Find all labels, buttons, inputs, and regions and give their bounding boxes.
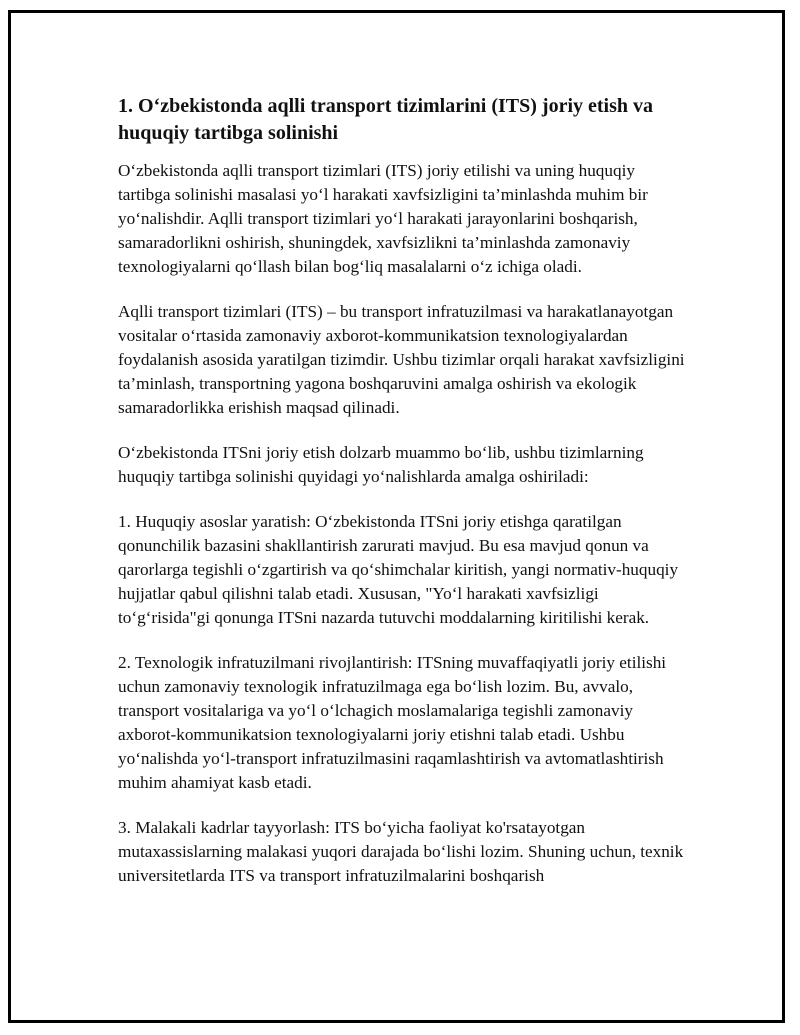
paragraph-legal-basis: 1. Huquqiy asoslar yaratish: O‘zbekistonda ITSni joriy etishga qaratilgan qonunchilik bazasini shakllantirish zarurati mavjud. Bu esa mavjud qonun va qarorlarga tegishli o‘zgartirish va qo‘shimchalar kiritish, yangi normativ-huquqiy hujjatlar qabul qilishni talab etadi. Xususan, "Yo‘l harakati xavfsizligi to‘g‘risida"gi qonunga ITSni nazarda tutuvchi moddalarning kiritilishi kerak.	[118, 512, 679, 627]
section-title: 1. O‘zbekistonda aqlli transport tizimlarini (ITS) joriy etish va huquqiy tartibga solinishi	[118, 95, 653, 144]
paragraph-qualified-staff: 3. Malakali kadrlar tayyorlash: ITS bo‘yicha faoliyat ko'rsatayotgan mutaxassislarning malakasi yuqori darajada bo‘lishi lozim. Shuning uchun, texnik universitetlarda ITS va transport infratuzilmalarini boshqarish	[118, 818, 684, 885]
document-body	[118, 93, 688, 909]
paragraph-its-definition: Aqlli transport tizimlari (ITS) – bu transport infratuzilmasi va harakatlanayotgan vositalar o‘rtasida zamonaviy axborot-kommunikatsion texnologiyalardan foydalanish asosida yaratilgan tizimdir. Ushbu tizimlar orqali harakat xavfsizligini ta’minlash, transportning yagona boshqaruvini amalga oshirish va ekologik samaradorlikka erishish maqsad qilinadi.	[118, 302, 685, 417]
paragraph-tech-infrastructure: 2. Texnologik infratuzilmani rivojlantirish: ITSning muvaffaqiyatli joriy etilishi uchun zamonaviy texnologik infratuzilmaga ega bo‘lish lozim. Bu, avvalo, transport vositalariga va yo‘l o‘lchagich moslamalariga tegishli zamonaviy axborot-kommunikatsion texnologiyalarni joriy etishni talab etadi. Ushbu yo‘nalishda yo‘l-transport infratuzilmasini raqamlashtirish va avtomatlashtirish muhim ahamiyat kasb etadi.	[118, 653, 667, 792]
paragraph-directions-intro: O‘zbekistonda ITSni joriy etish dolzarb muammo bo‘lib, ushbu tizimlarning huquqiy tartibga solinishi quyidagi yo‘nalishlarda amalga oshiriladi:	[118, 443, 644, 486]
paragraph-intro: O‘zbekistonda aqlli transport tizimlari (ITS) joriy etilishi va uning huquqiy tartibga solinishi masalasi yo‘l harakati xavfsizligini ta’minlashda muhim bir yo‘nalishdir. Aqlli transport tizimlari yo‘l harakati jarayonlarini boshqarish, samaradorlikni oshirish, shuningdek, xavfsizlikni ta’minlashda zamonaviy texnologiyalarni qo‘llash bilan bog‘liq masalalarni o‘z ichiga oladi.	[118, 161, 648, 276]
